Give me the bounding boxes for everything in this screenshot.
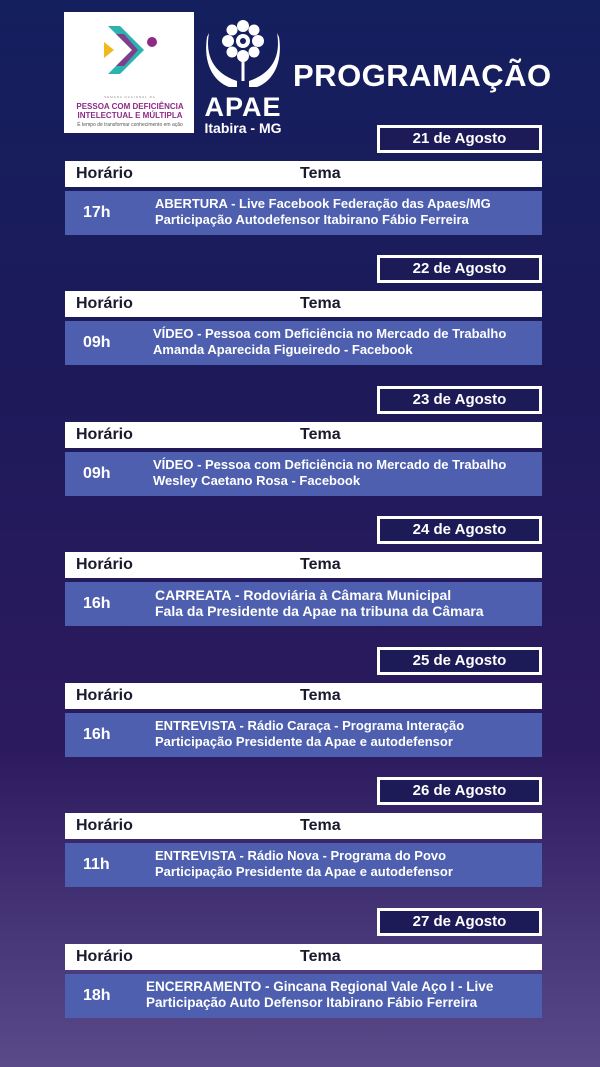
logo-tagline: É tempo de transformar conhecimento em ação [77,122,183,128]
topic-column-header: Tema [300,687,341,704]
event-line1: CARREATA - Rodoviária à Câmara Municipal [155,587,452,603]
table-header [65,552,542,578]
event-time: 11h [83,856,110,873]
event-line1: ENCERRAMENTO - Gincana Regional Vale Aço I - Live [146,979,494,994]
date-label: 25 de Agosto [377,647,542,675]
schedule-row [65,452,542,496]
day-block [0,125,600,245]
table-header [65,291,542,317]
event-time: 17h [83,204,111,221]
event-logo [64,12,194,133]
event-line2: Fala da Presidente da Apae na tribuna da Câmara [155,603,484,619]
event-line2: Amanda Aparecida Figueiredo - Facebook [153,342,413,357]
apae-wordmark: APAE [204,92,282,122]
time-column-header: Horário [76,817,133,834]
schedule-row [65,582,542,626]
schedule-row [65,321,542,365]
event-line1: ABERTURA - Live Facebook Federação das Apaes/MG [155,196,491,211]
date-label: 21 de Agosto [377,125,542,153]
event-time: 18h [83,987,111,1004]
event-time: 09h [83,334,111,351]
topic-column-header: Tema [300,817,341,834]
time-column-header: Horário [76,165,133,182]
date-label: 24 de Agosto [377,516,542,544]
event-line2: Participação Presidente da Apae e autodefensor [155,864,453,879]
time-column-header: Horário [76,556,133,573]
day-block [0,386,600,506]
event-description [153,457,538,489]
date-label: 27 de Agosto [377,908,542,936]
table-header [65,813,542,839]
logo-title-line1: PESSOA COM DEFICIÊNCIA [76,102,184,111]
logo-title-line2: INTELECTUAL E MÚLTIPLA [77,111,183,120]
time-column-header: Horário [76,295,133,312]
event-line2: Wesley Caetano Rosa - Facebook [153,473,361,488]
table-header [65,161,542,187]
event-description [153,326,538,358]
day-block [0,255,600,375]
logo-small-caps: SEMANA NACIONAL DA [104,95,156,99]
schedule-row [65,191,542,235]
event-description [155,718,540,750]
topic-column-header: Tema [300,556,341,573]
apae-flower-hands-icon [203,15,283,93]
event-line1: ENTREVISTA - Rádio Nova - Programa do Povo [155,848,447,863]
day-block [0,777,600,897]
time-column-header: Horário [76,948,133,965]
page-title: PROGRAMAÇÃO [293,58,552,93]
event-line1: ENTREVISTA - Rádio Caraça - Programa Interação [155,718,465,733]
time-column-header: Horário [76,426,133,443]
event-line2: Participação Auto Defensor Itabirano Fábio Ferreira [146,995,478,1010]
topic-column-header: Tema [300,295,341,312]
schedule-row [65,974,542,1018]
topic-column-header: Tema [300,165,341,182]
date-label: 26 de Agosto [377,777,542,805]
day-block [0,908,600,1028]
time-column-header: Horário [76,687,133,704]
schedule-row [65,843,542,887]
table-header [65,683,542,709]
event-time: 09h [83,465,111,482]
topic-column-header: Tema [300,426,341,443]
day-block [0,516,600,636]
topic-column-header: Tema [300,948,341,965]
date-label: 23 de Agosto [377,386,542,414]
chevron-logo-icon [100,20,160,80]
event-description [155,848,540,880]
event-line2: Participação Autodefensor Itabirano Fábio Ferreira [155,212,469,227]
event-time: 16h [83,595,111,612]
day-block [0,647,600,767]
event-description [146,979,531,1011]
event-time: 16h [83,726,111,743]
event-line1: VÍDEO - Pessoa com Deficiência no Mercado de Trabalho [153,457,507,472]
event-description [155,196,540,228]
schedule-row [65,713,542,757]
event-line1: VÍDEO - Pessoa com Deficiência no Mercado de Trabalho [153,326,507,341]
table-header [65,422,542,448]
table-header [65,944,542,970]
date-label: 22 de Agosto [377,255,542,283]
event-line2: Participação Presidente da Apae e autodefensor [155,734,453,749]
apae-city: Itabira - MG [204,120,282,136]
event-description [155,587,540,619]
